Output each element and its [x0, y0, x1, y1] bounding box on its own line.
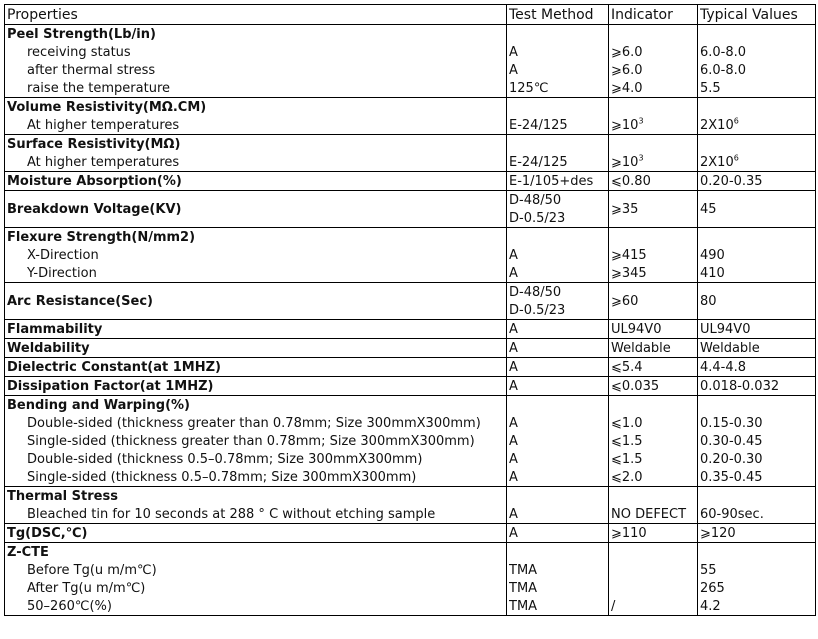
dielectric-constant-row	[5, 358, 816, 377]
weldability-row	[5, 339, 816, 358]
peel-typical-1: 6.0-8.0	[700, 63, 747, 78]
peel-strength-row	[5, 25, 816, 98]
breakdown-voltage-typical: 45	[698, 191, 816, 228]
surface-resistivity-title: Surface Resistivity(MΩ)	[7, 137, 181, 152]
surface-resistivity-indicator: $⩾10^3$	[609, 135, 698, 172]
properties-table	[4, 4, 816, 616]
tg-property: Tg(DSC,℃)	[5, 524, 507, 543]
surface-resistivity-method: E-24/125	[507, 135, 609, 172]
peel-label-2: raise the temperature	[27, 81, 171, 96]
z-cte-indicator: /	[609, 543, 698, 616]
moisture-absorption-method: E-1/105+des	[507, 172, 609, 191]
peel-strength-property	[5, 25, 507, 98]
peel-method-1: A	[509, 63, 518, 78]
header-indicator: Indicator	[609, 5, 698, 25]
dielectric-constant-typical: 4.4-4.8	[698, 358, 816, 377]
breakdown-voltage-row	[5, 191, 816, 228]
surface-resistivity-label: At higher temperatures	[27, 155, 180, 170]
bending-warping-typical: 0.15-0.30 0.30-0.45 0.20-0.30 0.35-0.45	[698, 396, 816, 487]
volume-resistivity-label: At higher temperatures	[27, 118, 180, 133]
properties-sheet	[4, 4, 816, 616]
flexure-strength-method: A A	[507, 228, 609, 283]
peel-indicator-0: ⩾6.0	[611, 45, 643, 60]
surface-resistivity-typical: $2X10^6$	[698, 135, 816, 172]
bending-warping-row	[5, 396, 816, 487]
flammability-typical: UL94V0	[698, 320, 816, 339]
breakdown-voltage-property: Breakdown Voltage(KV)	[5, 191, 507, 228]
flexure-strength-property: Flexure Strength(N/mm2) X-Direction Y-Direction	[5, 228, 507, 283]
thermal-stress-indicator: NO DEFECT	[609, 487, 698, 524]
peel-label-0: receiving status	[27, 45, 131, 60]
flammability-row	[5, 320, 816, 339]
dielectric-constant-indicator: ⩽5.4	[609, 358, 698, 377]
dissipation-factor-indicator: ⩽0.035	[609, 377, 698, 396]
weldability-indicator: Weldable	[609, 339, 698, 358]
bending-warping-property: Bending and Warping(%) Double-sided (thickness greater than 0.78mm; Size 300mmX300mm) Single-sided (thickness greater than 0.78mm; Size 300mmX300mm) Double-sided (thickness 0.5–0.78mm; Size 300mmX300mm) Single-sided (thickness 0.5–0.78mm; Size 300mmX300mm)	[5, 396, 507, 487]
surface-resistivity-property	[5, 135, 507, 172]
tg-row	[5, 524, 816, 543]
flammability-property: Flammability	[5, 320, 507, 339]
surface-resistivity-row	[5, 135, 816, 172]
dissipation-factor-typical: 0.018-0.032	[698, 377, 816, 396]
header-typical-values: Typical Values	[698, 5, 816, 25]
flexure-strength-typical: 490 410	[698, 228, 816, 283]
peel-typical-0: 6.0-8.0	[700, 45, 747, 60]
bending-warping-method: A A A A	[507, 396, 609, 487]
header-test-method: Test Method	[507, 5, 609, 25]
volume-resistivity-typical: $2X10^6$	[698, 98, 816, 135]
volume-resistivity-property	[5, 98, 507, 135]
weldability-method: A	[507, 339, 609, 358]
z-cte-row	[5, 543, 816, 616]
header-row	[5, 5, 816, 25]
weldability-typical: Weldable	[698, 339, 816, 358]
weldability-property: Weldability	[5, 339, 507, 358]
peel-method-2: 125℃	[509, 81, 549, 96]
dissipation-factor-property: Dissipation Factor(at 1MHZ)	[5, 377, 507, 396]
peel-indicator-2: ⩾4.0	[611, 81, 643, 96]
moisture-absorption-property: Moisture Absorption(%)	[5, 172, 507, 191]
arc-resistance-method: D-48/50 D-0.5/23	[507, 283, 609, 320]
thermal-stress-method: A	[507, 487, 609, 524]
arc-resistance-row	[5, 283, 816, 320]
peel-strength-method	[507, 25, 609, 98]
thermal-stress-typical: 60-90sec.	[698, 487, 816, 524]
peel-typical-2: 5.5	[700, 81, 721, 96]
flexure-strength-row	[5, 228, 816, 283]
header-properties: Properties	[5, 5, 507, 25]
peel-indicator-1: ⩾6.0	[611, 63, 643, 78]
volume-resistivity-indicator: $⩾10^3$	[609, 98, 698, 135]
tg-indicator: ⩾110	[609, 524, 698, 543]
thermal-stress-property: Thermal Stress Bleached tin for 10 seconds at 288 ° C without etching sample	[5, 487, 507, 524]
dielectric-constant-property: Dielectric Constant(at 1MHZ)	[5, 358, 507, 377]
peel-strength-indicator	[609, 25, 698, 98]
breakdown-voltage-indicator: ⩾35	[609, 191, 698, 228]
dissipation-factor-row	[5, 377, 816, 396]
volume-resistivity-method: E-24/125	[507, 98, 609, 135]
flexure-strength-indicator: ⩾415 ⩾345	[609, 228, 698, 283]
peel-strength-typical	[698, 25, 816, 98]
z-cte-property: Z-CTE Before Tg(u m/m℃) After Tg(u m/m℃) 50–260℃(%)	[5, 543, 507, 616]
dissipation-factor-method: A	[507, 377, 609, 396]
peel-label-1: after thermal stress	[27, 63, 156, 78]
flammability-indicator: UL94V0	[609, 320, 698, 339]
bending-warping-indicator: ⩽1.0 ⩽1.5 ⩽1.5 ⩽2.0	[609, 396, 698, 487]
moisture-absorption-typical: 0.20-0.35	[698, 172, 816, 191]
thermal-stress-row	[5, 487, 816, 524]
arc-resistance-typical: 80	[698, 283, 816, 320]
z-cte-typical: 55 265 4.2	[698, 543, 816, 616]
z-cte-method: TMA TMA TMA	[507, 543, 609, 616]
volume-resistivity-row	[5, 98, 816, 135]
dielectric-constant-method: A	[507, 358, 609, 377]
peel-strength-title: Peel Strength(Lb/in)	[7, 27, 156, 42]
flammability-method: A	[507, 320, 609, 339]
volume-resistivity-title: Volume Resistivity(MΩ.CM)	[7, 100, 207, 115]
arc-resistance-indicator: ⩾60	[609, 283, 698, 320]
breakdown-voltage-method: D-48/50 D-0.5/23	[507, 191, 609, 228]
peel-method-0: A	[509, 45, 518, 60]
tg-method: A	[507, 524, 609, 543]
moisture-absorption-indicator: ⩽0.80	[609, 172, 698, 191]
moisture-absorption-row	[5, 172, 816, 191]
arc-resistance-property: Arc Resistance(Sec)	[5, 283, 507, 320]
tg-typical: ⩾120	[698, 524, 816, 543]
